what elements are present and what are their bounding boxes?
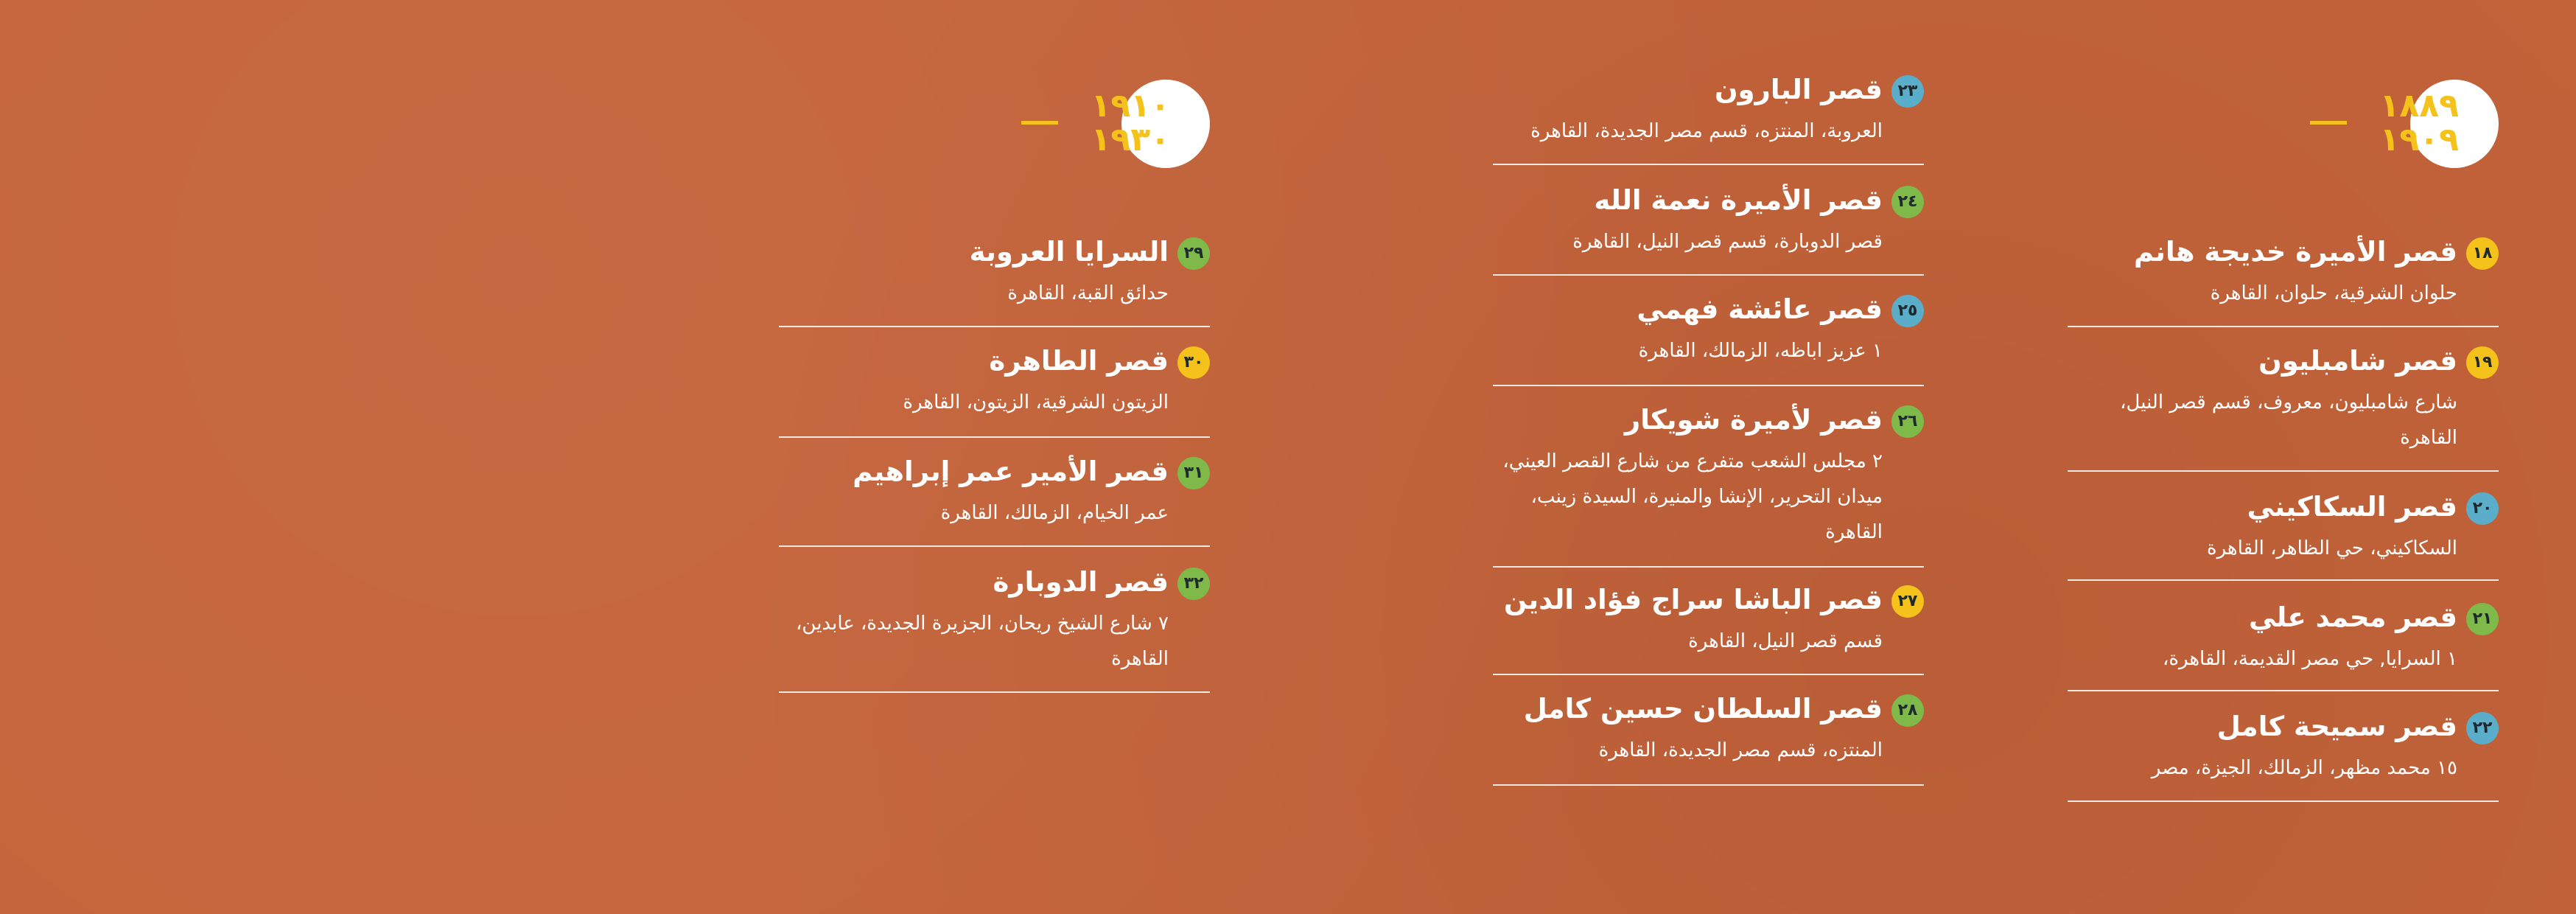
divider xyxy=(1493,385,1924,386)
divider xyxy=(1493,274,1924,276)
era-end-year: ١٩٠٩ xyxy=(2379,121,2459,158)
palace-address: عمر الخيام، الزمالك، القاهرة xyxy=(940,502,1169,524)
divider xyxy=(2068,690,2499,691)
palace-name: قصر الباشا سراج فؤاد الدين xyxy=(1503,584,1883,615)
palace-name: قصر عائشة فهمي xyxy=(1637,293,1883,325)
divider xyxy=(1493,674,1924,675)
palace-address: ١ السرايا, حي مصر القديمة، القاهرة، xyxy=(2162,648,2457,670)
palace-name: قصر محمد علي xyxy=(2248,601,2457,633)
palace-entry xyxy=(1493,289,1924,362)
palace-name: قصر الأميرة نعمة الله xyxy=(1594,184,1883,216)
divider xyxy=(2068,470,2499,472)
era-dash xyxy=(2310,121,2347,125)
palace-name: السرايا العروبة xyxy=(969,236,1169,268)
palace-name: قصر لأميرة شويكار xyxy=(1624,404,1883,436)
palace-name: قصر سميحة كامل xyxy=(2216,711,2457,742)
palace-address: المنتزه، قسم مصر الجديدة، القاهرة xyxy=(1598,739,1883,761)
palace-address: قسم قصر النيل، القاهرة xyxy=(1688,630,1883,652)
entry-number-badge: ١٨ xyxy=(2466,237,2499,270)
era-end-year: ١٩٣٠ xyxy=(1091,121,1170,158)
palace-entry xyxy=(2068,597,2499,670)
palace-address: شارع شامبليون، معروف، قسم قصر النيل، القاهرة xyxy=(2120,391,2457,449)
entry-number-badge: ٢٩ xyxy=(1177,237,1210,270)
palace-entry xyxy=(1493,180,1924,253)
palace-name: قصر شامبليون xyxy=(2258,345,2457,377)
palace-entry xyxy=(779,562,1210,670)
divider xyxy=(779,436,1210,438)
palace-entry xyxy=(779,341,1210,414)
divider xyxy=(779,545,1210,547)
palace-address: ٢ مجلس الشعب متفرع من شارع القصر العيني، ميدان التحرير، الإنشا والمنيرة، السيدة زينب، القاهرة xyxy=(1502,450,1883,543)
era-start-year: ١٨٨٩ xyxy=(2379,87,2459,125)
palace-name: قصر السلطان حسين كامل xyxy=(1523,693,1883,725)
palace-entry xyxy=(779,451,1210,524)
palace-address: قصر الدوبارة، قسم قصر النيل، القاهرة xyxy=(1572,231,1883,253)
palace-entry xyxy=(1493,69,1924,142)
palace-address: ١ عزيز اباظه، الزمالك، القاهرة xyxy=(1638,340,1883,362)
entry-number-badge: ٣٠ xyxy=(1177,346,1210,379)
entry-number-badge: ٢٥ xyxy=(1891,295,1924,327)
divider xyxy=(779,691,1210,693)
palace-name: قصر الطاهرة xyxy=(989,345,1169,377)
entry-number-badge: ٢٧ xyxy=(1891,585,1924,618)
entry-number-badge: ٣٢ xyxy=(1177,568,1210,600)
palace-address: العروبة، المنتزه، قسم مصر الجديدة، القاهرة xyxy=(1530,120,1883,142)
entry-number-badge: ٣١ xyxy=(1177,457,1210,489)
divider xyxy=(779,326,1210,327)
palace-address: السكاكيني، حي الظاهر، القاهرة xyxy=(2206,537,2457,559)
palace-address: الزيتون الشرقية، الزيتون، القاهرة xyxy=(903,391,1169,414)
era-badge xyxy=(2379,80,2499,168)
palace-entry xyxy=(2068,231,2499,304)
divider xyxy=(2068,800,2499,802)
entry-number-badge: ٢٢ xyxy=(2466,712,2499,744)
palace-address: ٧ شارع الشيخ ريحان، الجزيرة الجديدة، عابدين، القاهرة xyxy=(796,613,1169,670)
palace-address: حلوان الشرقية، حلوان، القاهرة xyxy=(2210,282,2457,304)
palace-name: قصر السكاكيني xyxy=(2247,491,2457,523)
palace-name: قصر البارون xyxy=(1714,74,1883,105)
divider xyxy=(2068,579,2499,581)
palace-name: قصر الدوبارة xyxy=(993,566,1169,598)
palace-entry xyxy=(2068,706,2499,779)
entry-number-badge: ٢٦ xyxy=(1891,405,1924,438)
divider xyxy=(1493,566,1924,568)
palace-address: حدائق القبة، القاهرة xyxy=(1007,282,1169,304)
divider xyxy=(1493,164,1924,165)
palace-name: قصر الأميرة خديجة هانم xyxy=(2134,236,2457,268)
palace-entry xyxy=(779,231,1210,304)
era-badge xyxy=(1091,80,1210,168)
palace-name: قصر الأمير عمر إبراهيم xyxy=(853,456,1169,487)
divider xyxy=(1493,784,1924,786)
palace-entry xyxy=(1493,688,1924,761)
entry-number-badge: ٢٣ xyxy=(1891,75,1924,108)
palace-entry xyxy=(2068,341,2499,449)
era-start-year: ١٩١٠ xyxy=(1091,87,1170,125)
palace-entry xyxy=(2068,486,2499,559)
palace-entry xyxy=(1493,579,1924,652)
entry-number-badge: ٢٨ xyxy=(1891,694,1924,727)
palace-address: ١٥ محمد مظهر، الزمالك، الجيزة، مصر xyxy=(2151,757,2457,779)
entry-number-badge: ٢٤ xyxy=(1891,186,1924,218)
palace-entry xyxy=(1493,400,1924,543)
entry-number-badge: ١٩ xyxy=(2466,346,2499,379)
entry-number-badge: ٢٠ xyxy=(2466,492,2499,525)
era-dash xyxy=(1021,121,1058,125)
entry-number-badge: ٢١ xyxy=(2466,603,2499,635)
divider xyxy=(2068,326,2499,327)
